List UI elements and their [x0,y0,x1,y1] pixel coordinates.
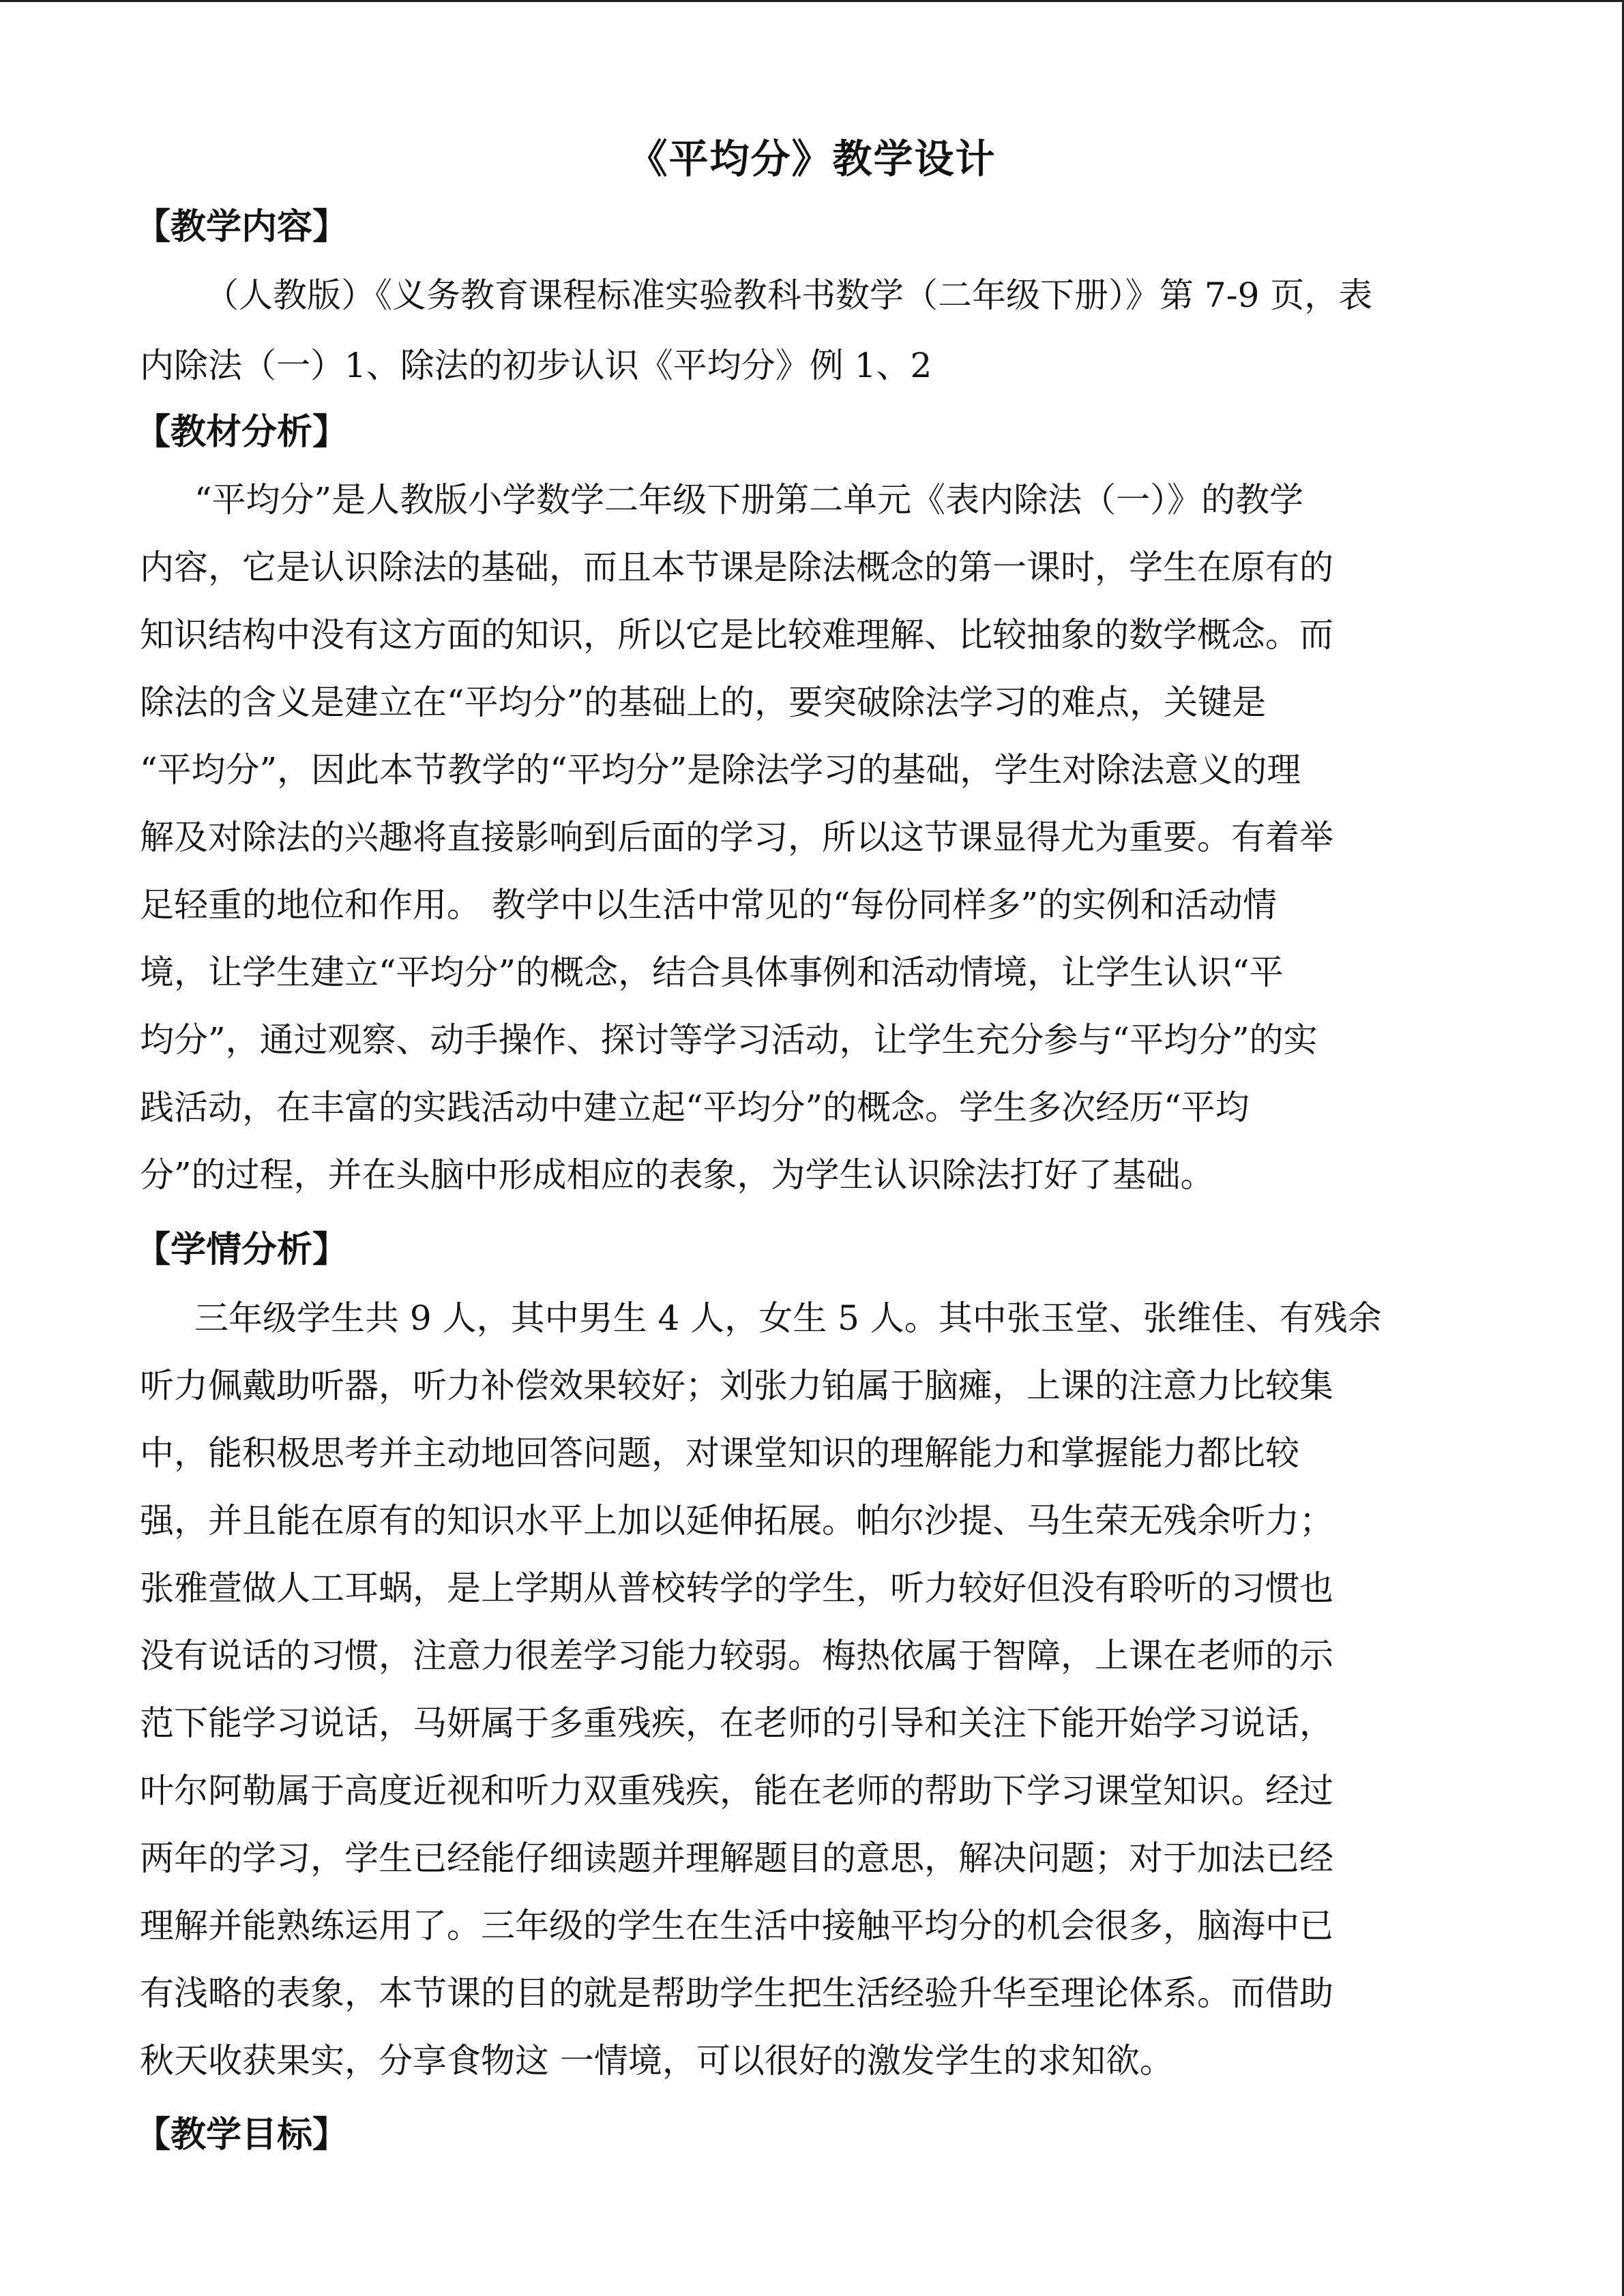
page-title: 《平均分》教学设计 [628,136,996,182]
paragraph-line: 强，并且能在原有的知识水平上加以延伸拓展。帕尔沙提、马生荣无残余听力； [140,1501,1333,1540]
paragraph-line: 知识结构中没有这方面的知识，所以它是比较难理解、比较抽象的数学概念。而 [140,615,1333,655]
paragraph-line: 内除法（一）1、除法的初步认识《平均分》例 1、2 [140,346,932,385]
paragraph-line: 秋天收获果实，分享食物这 一情境，可以很好的激发学生的求知欲。 [140,2041,1174,2081]
paragraph-line: 范下能学习说话，马妍属于多重残疾，在老师的引导和关注下能开始学习说话， [140,1703,1333,1743]
paragraph-line: “平均分”，因此本节教学的“平均分”是除法学习的基础，学生对除法意义的理 [140,750,1301,790]
paragraph-line: 两年的学习，学生已经能仔细读题并理解题目的意思，解决问题；对于加法已经 [140,1838,1333,1878]
paragraph-line: 张雅萱做人工耳蜗，是上学期从普校转学的学生，听力较好但没有聆听的习惯也 [140,1568,1333,1608]
paragraph-line: 分”的过程，并在头脑中形成相应的表象，为学生认识除法打好了基础。 [140,1155,1215,1195]
paragraph-line: 足轻重的地位和作用。 教学中以生活中常见的“每份同样多”的实例和活动情 [140,885,1278,925]
paragraph-line: 有浅略的表象，本节课的目的就是帮助学生把生活经验升华至理论体系。而借助 [140,1973,1333,2013]
section-heading-goals: 【教学目标】 [135,2114,349,2156]
paragraph-line: 三年级学生共 9 人，其中男生 4 人，女生 5 人。其中张玉堂、张维佳、有残余 [194,1298,1382,1338]
paragraph-line: “平均分”是人教版小学数学二年级下册第二单元《表内除法（一）》的教学 [194,480,1304,520]
paragraph-line: 践活动，在丰富的实践活动中建立起“平均分”的概念。学生多次经历“平均 [140,1088,1250,1127]
paragraph-line: 境，让学生建立“平均分”的概念，结合具体事例和活动情境，让学生认识“平 [140,953,1284,992]
paragraph-line: 中，能积极思考并主动地回答问题，对课堂知识的理解能力和掌握能力都比较 [140,1433,1299,1473]
paragraph-line: 没有说话的习惯，注意力很差学习能力较弱。梅热依属于智障，上课在老师的示 [140,1636,1333,1675]
paragraph-line: 理解并能熟练运用了。三年级的学生在生活中接触平均分的机会很多，脑海中已 [140,1906,1333,1945]
paragraph-line: 解及对除法的兴趣将直接影响到后面的学习，所以这节课显得尤为重要。有着举 [140,818,1333,857]
paragraph-line: 均分”，通过观察、动手操作、探讨等学习活动，让学生充分参与“平均分”的实 [140,1020,1318,1060]
paragraph-line: 内容，它是认识除法的基础，而且本节课是除法概念的第一课时，学生在原有的 [140,548,1333,587]
paragraph-line: 听力佩戴助听器，听力补偿效果较好；刘张力铂属于脑瘫，上课的注意力比较集 [140,1366,1333,1405]
paragraph-line: 叶尔阿勒属于高度近视和听力双重残疾，能在老师的帮助下学习课堂知识。经过 [140,1771,1333,1810]
section-heading-analysis: 【教材分析】 [135,411,349,453]
section-heading-content: 【教学内容】 [135,206,349,248]
section-heading-students: 【学情分析】 [135,1229,349,1270]
paragraph-line: （人教版）《义务教育课程标准实验教科书数学（二年级下册）》第 7-9 页，表 [205,275,1373,315]
paragraph-line: 除法的含义是建立在“平均分”的基础上的，要突破除法学习的难点，关键是 [140,683,1267,722]
